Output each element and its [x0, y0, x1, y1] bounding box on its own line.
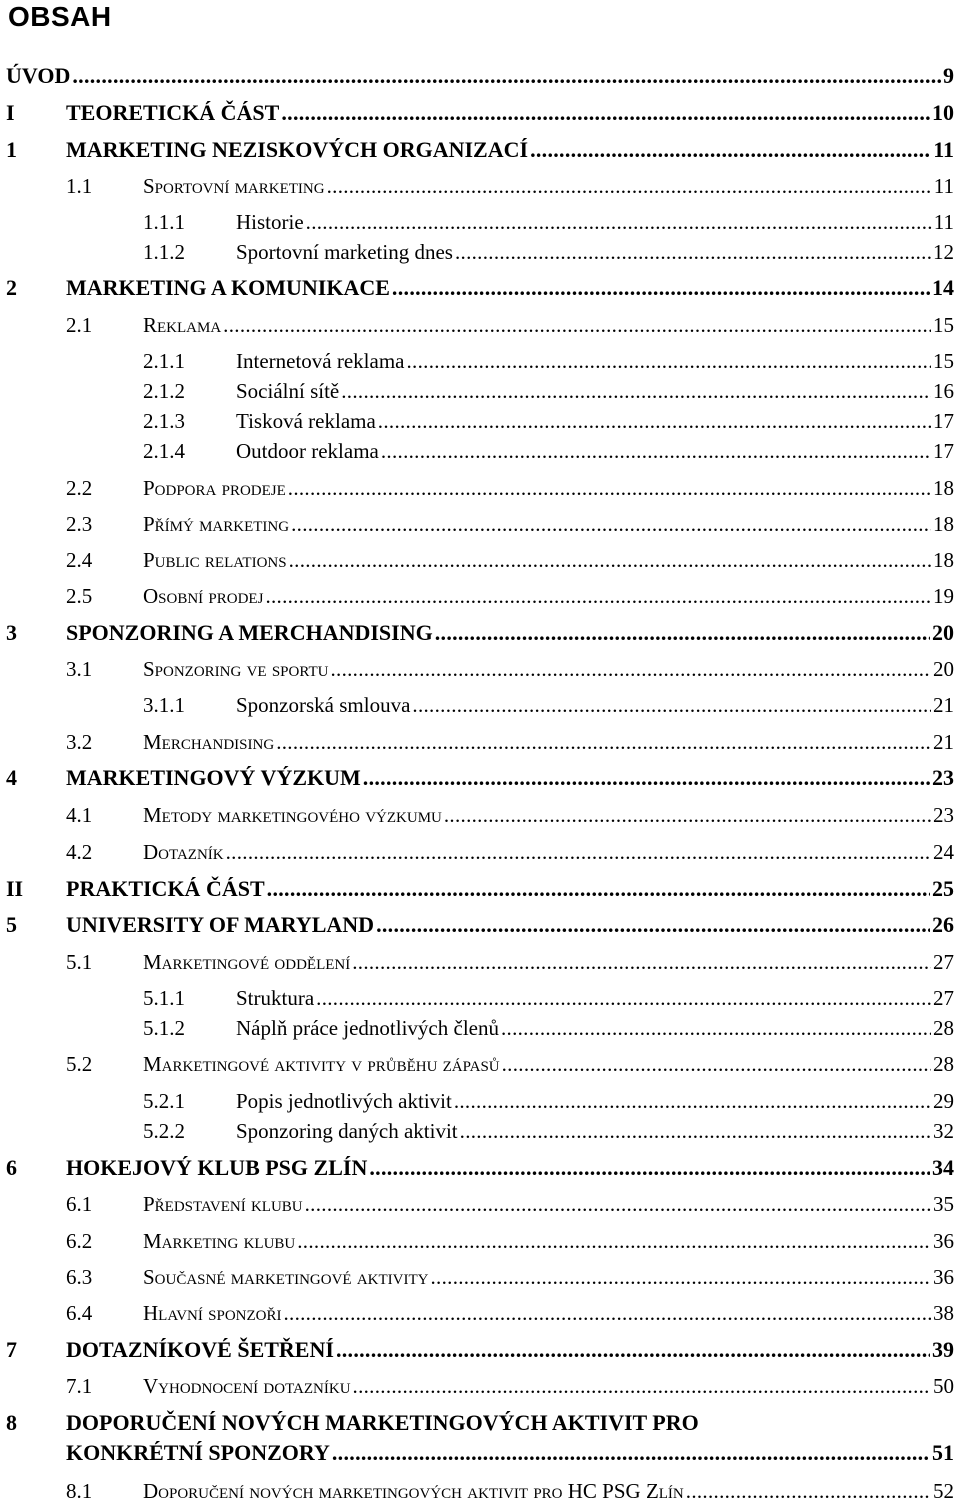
dot-leader: [265, 582, 931, 610]
toc-entry-page: 24: [933, 840, 954, 864]
toc-entry[interactable]: [0, 136, 960, 164]
toc-entry-page: 18: [933, 512, 954, 536]
toc-entry-page: 28: [933, 1016, 954, 1040]
toc-entry[interactable]: [0, 1050, 960, 1078]
toc-entry[interactable]: [0, 1336, 960, 1364]
toc-entry-page: 11: [933, 174, 954, 198]
toc-entry-title: Marketingové oddělení: [143, 950, 351, 974]
toc-entry-title: Sponzoring daných aktivit: [236, 1119, 458, 1143]
toc-entry-page: 36: [933, 1265, 954, 1289]
toc-entry-page: 21: [933, 730, 954, 754]
toc-entry-title: MARKETINGOVÝ VÝZKUM: [66, 765, 361, 790]
toc-entry-number: 2.1.4: [143, 439, 185, 463]
dot-leader: [369, 1154, 930, 1182]
toc-entry-title: UNIVERSITY OF MARYLAND: [66, 912, 375, 937]
dot-leader: [288, 474, 931, 502]
toc-entry-number: 2.1: [66, 313, 93, 337]
toc-entry-page: 12: [933, 240, 954, 264]
toc-entry-page: 27: [933, 950, 954, 974]
toc-entry-page: 20: [932, 620, 954, 645]
toc-entry-page: 29: [933, 1089, 954, 1113]
toc-entry-page: 16: [933, 379, 954, 403]
toc-entry[interactable]: [0, 311, 960, 339]
toc-entry-page: 52: [933, 1479, 954, 1503]
toc-entry[interactable]: [0, 474, 960, 502]
dot-leader: [460, 1117, 931, 1145]
toc-entry-title: HOKEJOVÝ KLUB PSG ZLÍN: [66, 1155, 368, 1180]
toc-entry-page: 17: [933, 409, 954, 433]
toc-entry-number: 5.1: [66, 950, 93, 974]
toc-entry-page: 11: [933, 210, 954, 234]
toc-entry-title: ÚVOD: [6, 63, 71, 88]
dot-leader: [291, 510, 931, 538]
toc-entry-number: 5.2.1: [143, 1089, 185, 1113]
toc-entry[interactable]: [0, 582, 960, 610]
toc-entry[interactable]: [0, 1190, 960, 1218]
dot-leader: [407, 347, 932, 375]
dot-leader: [392, 274, 930, 302]
toc-entry[interactable]: [0, 1014, 960, 1042]
dot-leader: [72, 62, 941, 90]
dot-leader: [686, 1477, 931, 1505]
toc-entry-number: 4.1: [66, 803, 93, 827]
toc-entry-page: 51: [932, 1440, 954, 1465]
dot-leader: [412, 691, 931, 719]
toc-entry[interactable]: [0, 619, 960, 647]
dot-leader: [455, 238, 931, 266]
toc-entry-title: TEORETICKÁ ČÁST: [66, 100, 280, 125]
toc-entry-number: 7: [6, 1337, 17, 1362]
toc-entry-title: Sportovní marketing: [143, 174, 325, 198]
toc-entry-title: Struktura: [236, 986, 315, 1010]
toc-entry-number: 2.4: [66, 548, 93, 572]
toc-entry[interactable]: [0, 208, 960, 236]
toc-entry-page: 26: [932, 912, 954, 937]
dot-leader: [316, 984, 931, 1012]
toc-entry-page: 34: [932, 1155, 954, 1180]
toc-entry-title: Tisková reklama: [236, 409, 376, 433]
toc-entry[interactable]: [0, 510, 960, 538]
toc-entry-page: 18: [933, 476, 954, 500]
toc-entry-title: DOPORUČENÍ NOVÝCH MARKETINGOVÝCH AKTIVIT PRO: [66, 1410, 699, 1435]
dot-leader: [363, 764, 930, 792]
toc-entry-number: 4: [6, 765, 17, 790]
dot-leader: [305, 1190, 931, 1218]
dot-leader: [267, 875, 930, 903]
toc-entry-title: Osobní prodej: [143, 584, 264, 608]
toc-entry-number: 1: [6, 137, 17, 162]
dot-leader: [306, 208, 932, 236]
dot-leader: [341, 377, 931, 405]
toc-entry[interactable]: [0, 691, 960, 719]
dot-leader: [336, 1336, 930, 1364]
toc-entry-page: 11: [933, 137, 954, 162]
dot-leader: [381, 437, 931, 465]
dot-leader: [378, 407, 931, 435]
toc-entry-title: DOTAZNÍKOVÉ ŠETŘENÍ: [66, 1337, 334, 1362]
toc-entry-number: 4.2: [66, 840, 93, 864]
dot-leader: [454, 1087, 931, 1115]
dot-leader: [501, 1014, 931, 1042]
toc-entry[interactable]: [0, 62, 960, 90]
dot-leader: [502, 1050, 931, 1078]
dot-leader: [327, 172, 932, 200]
page-title: OBSAH: [8, 1, 112, 32]
toc-entry-title: Náplň práce jednotlivých členů: [236, 1016, 499, 1040]
dot-leader: [226, 838, 931, 866]
toc-entry-title: Podpora prodeje: [143, 476, 286, 500]
dot-leader: [276, 728, 931, 756]
toc-entry-number: 2.3: [66, 512, 93, 536]
toc-entry-number: 2: [6, 275, 17, 300]
dot-leader: [352, 948, 931, 976]
toc-entry[interactable]: [0, 377, 960, 405]
toc-entry-number: 3.2: [66, 730, 93, 754]
toc-entry-title: Představení klubu: [143, 1192, 303, 1216]
toc-entry-number: 3: [6, 620, 17, 645]
toc-entry[interactable]: [0, 1117, 960, 1145]
toc-entry[interactable]: [0, 238, 960, 266]
toc-entry[interactable]: [0, 984, 960, 1012]
toc-entry-title: Hlavní sponzoři: [143, 1301, 282, 1325]
toc-entry-number: 6.2: [66, 1229, 93, 1253]
toc-entry-page: 28: [933, 1052, 954, 1076]
toc-entry-title-continued: KONKRÉTNÍ SPONZORY: [66, 1440, 330, 1465]
toc-entry[interactable]: [0, 1087, 960, 1115]
toc-entry[interactable]: [0, 948, 960, 976]
toc-entry-number: 3.1.1: [143, 693, 185, 717]
toc-entry[interactable]: [0, 764, 960, 792]
toc-entry[interactable]: [0, 1372, 960, 1400]
toc-entry-number: I: [6, 100, 15, 125]
toc-entry-page: 14: [932, 275, 954, 300]
toc-entry-number: 1.1.2: [143, 240, 185, 264]
toc-entry-page: 15: [933, 313, 954, 337]
toc-entry-title: Historie: [236, 210, 304, 234]
toc-entry-page: 39: [932, 1337, 954, 1362]
toc-entry-page: 50: [933, 1374, 954, 1398]
toc-entry-title: Marketing klubu: [143, 1229, 296, 1253]
toc-entry-number: 5.2.2: [143, 1119, 185, 1143]
toc-entry[interactable]: [0, 274, 960, 302]
toc-entry-number: 2.5: [66, 584, 93, 608]
toc-entry[interactable]: [0, 911, 960, 939]
toc-entry-title: Metody marketingového výzkumu: [143, 803, 442, 827]
toc-entry-number: 2.1.3: [143, 409, 185, 433]
toc-entry-number: 6.4: [66, 1301, 93, 1325]
toc-entry-page: 23: [932, 765, 954, 790]
toc-entry-number: 1.1.1: [143, 210, 185, 234]
toc-entry-title: Sponzorská smlouva: [236, 693, 411, 717]
toc-entry-number: 2.2: [66, 476, 93, 500]
toc-entry-number: 5.1.1: [143, 986, 185, 1010]
toc-entry-title: Sociální sítě: [236, 379, 340, 403]
toc-entry-page: 38: [933, 1301, 954, 1325]
toc-entry-page: 25: [932, 876, 954, 901]
toc-entry-number: 7.1: [66, 1374, 93, 1398]
toc-entry-number: 1.1: [66, 174, 93, 198]
toc-entry-number: 6: [6, 1155, 17, 1180]
toc-entry[interactable]: [0, 875, 960, 903]
toc-entry-title: Sportovní marketing dnes: [236, 240, 453, 264]
toc-entry[interactable]: [0, 1299, 960, 1327]
dot-leader: [283, 1299, 931, 1327]
toc-entry[interactable]: [0, 347, 960, 375]
dot-leader: [223, 311, 931, 339]
toc-entry-number: 2.1.1: [143, 349, 185, 373]
toc-entry[interactable]: [0, 1227, 960, 1255]
toc-entry-title: PRAKTICKÁ ČÁST: [66, 876, 265, 901]
toc-entry[interactable]: [0, 1154, 960, 1182]
dot-leader: [530, 136, 931, 164]
toc-entry[interactable]: [0, 172, 960, 200]
toc-entry-number: II: [6, 876, 24, 901]
toc-entry-title: Přímý marketing: [143, 512, 290, 536]
toc-entry-title: Reklama: [143, 313, 222, 337]
dot-leader: [289, 546, 931, 574]
toc-entry-page: 36: [933, 1229, 954, 1253]
toc-entry-title: MARKETING A KOMUNIKACE: [66, 275, 390, 300]
toc-entry-page: 17: [933, 439, 954, 463]
toc-entry-title: MARKETING NEZISKOVÝCH ORGANIZACÍ: [66, 137, 529, 162]
toc-entry-page: 32: [933, 1119, 954, 1143]
toc-entry-title: Outdoor reklama: [236, 439, 379, 463]
toc-entry-number: 8.1: [66, 1479, 93, 1503]
toc-entry-page: 19: [933, 584, 954, 608]
toc-entry[interactable]: [0, 728, 960, 756]
dot-leader: [297, 1227, 931, 1255]
dot-leader: [376, 911, 930, 939]
toc-entry-number: 5: [6, 912, 17, 937]
toc-entry-title: Internetová reklama: [236, 349, 405, 373]
dot-leader: [353, 1372, 931, 1400]
dot-leader: [444, 801, 931, 829]
toc-entry-page: 27: [933, 986, 954, 1010]
toc-entry[interactable]: [0, 838, 960, 866]
toc-entry-page: 10: [932, 100, 954, 125]
toc-entry-title: Současné marketingové aktivity: [143, 1265, 429, 1289]
toc-entry-number: 5.2: [66, 1052, 93, 1076]
toc-entry-page: 23: [933, 803, 954, 827]
dot-leader: [431, 1263, 932, 1291]
toc-entry[interactable]: [0, 655, 960, 683]
toc-entry-number: 6.3: [66, 1265, 93, 1289]
toc-entry-title: Doporučení nových marketingových aktivit pro HC PSG Zlín: [143, 1479, 684, 1503]
toc-entry-title: SPONZORING A MERCHANDISING: [66, 620, 433, 645]
toc-entry-title: Vyhodnocení dotazníku: [143, 1374, 351, 1398]
dot-leader: [435, 619, 930, 647]
toc-entry[interactable]: [0, 546, 960, 574]
toc-entry-page: 21: [933, 693, 954, 717]
toc-entry-title: Marketingové aktivity v průběhu zápasů: [143, 1052, 500, 1076]
toc-entry[interactable]: [0, 407, 960, 435]
dot-leader: [332, 1439, 930, 1467]
toc-entry-number: 2.1.2: [143, 379, 185, 403]
toc-entry-title: Public relations: [143, 548, 287, 572]
toc-entry[interactable]: [0, 437, 960, 465]
toc-entry-page: 35: [933, 1192, 954, 1216]
toc-entry-page: 15: [933, 349, 954, 373]
toc-entry-title: Merchandising: [143, 730, 275, 754]
toc-entry[interactable]: [0, 99, 960, 127]
toc-entry-number: 6.1: [66, 1192, 93, 1216]
toc-entry-number: 8: [6, 1410, 17, 1435]
dot-leader: [281, 99, 930, 127]
toc-entry-page: 18: [933, 548, 954, 572]
toc-entry-number: 3.1: [66, 657, 93, 681]
dot-leader: [330, 655, 931, 683]
toc-entry[interactable]: [0, 801, 960, 829]
toc-entry-title: Popis jednotlivých aktivit: [236, 1089, 452, 1113]
toc-entry-title: Dotazník: [143, 840, 224, 864]
toc-entry-page: 9: [943, 63, 954, 88]
toc-entry[interactable]: [0, 1263, 960, 1291]
toc-entry-page: 20: [933, 657, 954, 681]
toc-entry[interactable]: [0, 1477, 960, 1505]
toc-entry-title: Sponzoring ve sportu: [143, 657, 329, 681]
toc-entry-number: 5.1.2: [143, 1016, 185, 1040]
